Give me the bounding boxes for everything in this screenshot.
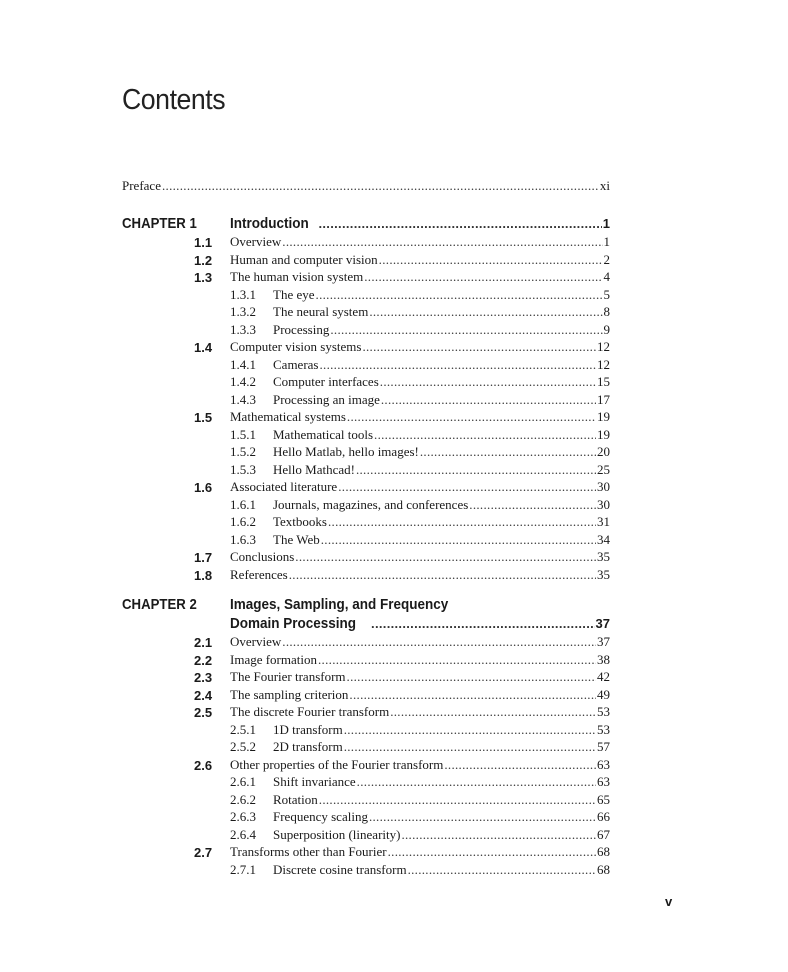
chapter-title-line — [230, 215, 610, 234]
section-number: 2.3 — [194, 670, 213, 685]
toc-section-entry[interactable] — [122, 234, 610, 252]
dot-leader — [379, 252, 603, 268]
chapter-label: CHAPTER 1 — [122, 215, 197, 232]
toc-subsection-entry[interactable] — [122, 862, 610, 880]
subsection-number: 2.6.4 — [230, 826, 256, 842]
entry-body — [230, 497, 610, 513]
toc-section-entry[interactable] — [122, 704, 610, 722]
entry-title: Superposition (linearity) — [273, 826, 401, 842]
entry-body — [230, 532, 610, 548]
entry-title: The sampling criterion — [230, 686, 349, 702]
entry-title: References — [230, 566, 288, 582]
toc-subsection-entry[interactable] — [122, 722, 610, 740]
entry-title: Discrete cosine transform — [273, 861, 407, 877]
page-title: Contents — [122, 84, 226, 116]
entry-body — [230, 374, 610, 390]
entry-body — [230, 339, 610, 355]
entry-body — [230, 862, 610, 878]
entry-title: Computer vision systems — [230, 339, 362, 354]
entry-page: 35 — [597, 549, 610, 564]
dot-leader — [318, 652, 596, 668]
subsection-number: 2.6.3 — [230, 809, 256, 824]
entry-body — [230, 234, 610, 250]
subsection-number: 1.5.2 — [230, 444, 256, 459]
chapter-title-text: Images, Sampling, and Frequency — [230, 596, 449, 613]
section-number: 1.7 — [194, 550, 213, 565]
entry-title: Other properties of the Fourier transform — [230, 756, 444, 772]
toc-subsection-entry[interactable] — [122, 462, 610, 480]
dot-leader — [338, 479, 596, 495]
entry-page: 30 — [597, 496, 610, 512]
entry-title: Rotation — [273, 791, 318, 807]
entry-body — [230, 409, 610, 425]
entry-title: Transforms other than Fourier — [230, 844, 387, 859]
dot-leader — [388, 844, 596, 860]
subsection-number: 2.5.1 — [230, 721, 256, 737]
entry-page: 31 — [597, 514, 610, 529]
toc-subsection-entry[interactable] — [122, 809, 610, 827]
entry-body — [230, 757, 610, 773]
dot-leader — [401, 827, 596, 843]
entry-page: 4 — [603, 269, 610, 284]
entry-title: Overview — [230, 234, 282, 249]
entry-page: 65 — [597, 791, 610, 807]
entry-page: 19 — [597, 426, 610, 442]
dot-leader — [369, 809, 596, 825]
entry-page: 49 — [597, 686, 610, 702]
toc-subsection-entry[interactable] — [122, 514, 610, 532]
dot-leader — [362, 339, 596, 355]
dot-leader — [328, 514, 596, 530]
subsection-number: 1.5.1 — [230, 426, 256, 442]
entry-page: 5 — [603, 286, 610, 302]
section-number: 1.3 — [194, 270, 213, 285]
toc-subsection-entry[interactable] — [122, 827, 610, 845]
chapter-title-line — [230, 596, 610, 615]
entry-title: Human and computer vision — [230, 251, 378, 267]
toc-subsection-entry[interactable] — [122, 374, 610, 392]
chapter-title-line — [230, 615, 610, 634]
entry-title: The eye — [273, 286, 315, 302]
entry-page: 25 — [597, 461, 610, 477]
section-number: 1.6 — [194, 480, 213, 495]
chapter-title — [230, 215, 610, 234]
dot-leader — [371, 616, 594, 631]
entry-title: 1D transform — [273, 721, 343, 737]
entry-body — [230, 827, 610, 843]
entry-body — [230, 462, 610, 478]
section-number: 1.1 — [194, 235, 213, 250]
entry-title: Conclusions — [230, 549, 295, 564]
entry-title: Associated literature — [230, 479, 338, 494]
dot-leader — [347, 409, 596, 425]
section-number: 2.5 — [194, 705, 213, 720]
entry-page: 63 — [597, 756, 610, 772]
dot-leader — [282, 634, 596, 650]
dot-leader — [319, 792, 596, 808]
dot-leader — [349, 687, 596, 703]
entry-page: 53 — [597, 721, 610, 737]
entry-page: 19 — [597, 409, 610, 424]
dot-leader — [295, 549, 596, 565]
entry-title: The human vision system — [230, 269, 364, 284]
dot-leader — [344, 722, 596, 738]
subsection-number: 2.6.1 — [230, 774, 256, 789]
subsection-number: 2.7.1 — [230, 861, 256, 877]
entry-page: 17 — [597, 391, 610, 407]
subsection-number: 1.5.3 — [230, 461, 256, 477]
entry-page: 57 — [597, 739, 610, 754]
toc-section-entry[interactable] — [122, 567, 610, 585]
subsection-number: 2.5.2 — [230, 739, 256, 754]
section-number: 1.2 — [194, 252, 213, 268]
chapter-block — [122, 215, 610, 584]
chapter-page: 1 — [602, 216, 610, 231]
chapter-block — [122, 596, 610, 879]
entry-title: The neural system — [273, 304, 369, 319]
toc-subsection-entry[interactable] — [122, 774, 610, 792]
section-number: 2.6 — [194, 757, 213, 773]
subsection-number: 1.4.2 — [230, 374, 256, 389]
entry-body — [230, 704, 610, 720]
entry-body — [230, 549, 610, 565]
entry-page: 53 — [597, 704, 610, 719]
subsection-number: 1.6.1 — [230, 496, 256, 512]
entry-page: 68 — [597, 844, 610, 859]
entry-page: 37 — [597, 634, 610, 649]
entry-body — [230, 322, 610, 338]
chapter-label: CHAPTER 2 — [122, 596, 197, 613]
entry-page: 68 — [597, 861, 610, 877]
entry-body — [230, 252, 610, 268]
chapter-heading[interactable] — [122, 596, 610, 634]
entry-body — [230, 809, 610, 825]
entry-page: 8 — [603, 304, 610, 319]
dot-leader — [316, 287, 603, 303]
entry-title: Hello Mathcad! — [273, 461, 355, 477]
dot-leader — [318, 216, 601, 231]
section-number: 1.4 — [194, 340, 213, 355]
dot-leader — [356, 462, 596, 478]
toc-section-entry[interactable] — [122, 669, 610, 687]
toc-subsection-entry[interactable] — [122, 304, 610, 322]
entry-page: 35 — [597, 566, 610, 582]
dot-leader — [444, 757, 596, 773]
chapter-page: 37 — [595, 616, 610, 631]
entry-title: The discrete Fourier transform — [230, 704, 390, 719]
chapter-title — [230, 596, 610, 634]
toc-subsection-entry[interactable] — [122, 322, 610, 340]
entry-title: Processing an image — [273, 391, 380, 407]
toc-entry-preface[interactable] — [122, 178, 610, 194]
toc-section-entry[interactable] — [122, 252, 610, 270]
dot-leader — [347, 669, 596, 685]
toc-subsection-entry[interactable] — [122, 497, 610, 515]
subsection-number: 2.6.2 — [230, 791, 256, 807]
subsection-number: 1.6.3 — [230, 531, 256, 547]
dot-leader — [374, 427, 596, 443]
toc-section-entry[interactable] — [122, 549, 610, 567]
toc-section-entry[interactable] — [122, 652, 610, 670]
entry-page: 34 — [597, 531, 610, 547]
section-number: 2.2 — [194, 652, 213, 668]
dot-leader — [469, 497, 596, 513]
entry-page: 66 — [597, 809, 610, 824]
entry-title: The Fourier transform — [230, 669, 346, 684]
chapter-heading[interactable] — [122, 215, 610, 234]
dot-leader — [321, 532, 596, 548]
entry-body — [230, 567, 610, 583]
page-number: v — [665, 894, 673, 909]
toc-subsection-entry[interactable] — [122, 444, 610, 462]
entry-page: 12 — [597, 339, 610, 354]
entry-title: Mathematical systems — [230, 409, 346, 424]
entry-title: Computer interfaces — [273, 374, 379, 389]
entry-title: Frequency scaling — [273, 809, 368, 824]
dot-leader — [420, 444, 596, 460]
entry-title: 2D transform — [273, 739, 343, 754]
subsection-number: 1.3.3 — [230, 321, 256, 337]
entry-page: 63 — [597, 774, 610, 789]
entry-body — [230, 287, 610, 303]
toc-section-entry[interactable] — [122, 339, 610, 357]
toc-section-entry[interactable] — [122, 687, 610, 705]
entry-page: 38 — [597, 651, 610, 667]
entry-title: Overview — [230, 634, 282, 649]
entry-title: Textbooks — [273, 514, 327, 529]
entry-body — [230, 739, 610, 755]
entry-body — [230, 444, 610, 460]
entry-body — [230, 392, 610, 408]
entry-title: Shift invariance — [273, 774, 356, 789]
subsection-number: 1.3.2 — [230, 304, 256, 319]
entry-title: Image formation — [230, 651, 317, 667]
toc-section-entry[interactable] — [122, 757, 610, 775]
dot-leader — [330, 322, 602, 338]
dot-leader — [381, 392, 596, 408]
entry-title: Cameras — [273, 356, 319, 372]
dot-leader — [380, 374, 596, 390]
entry-body — [230, 844, 610, 860]
dot-leader — [390, 704, 596, 720]
entry-body — [230, 792, 610, 808]
entry-body — [230, 304, 610, 320]
dot-leader — [319, 357, 596, 373]
entry-body — [230, 269, 610, 285]
toc-section-entry[interactable] — [122, 409, 610, 427]
toc-subsection-entry[interactable] — [122, 287, 610, 305]
toc-subsection-entry[interactable] — [122, 739, 610, 757]
entry-page: 30 — [597, 479, 610, 494]
entry-body — [230, 669, 610, 685]
section-number: 2.4 — [194, 687, 213, 703]
toc-subsection-entry[interactable] — [122, 427, 610, 445]
toc-subsection-entry[interactable] — [122, 792, 610, 810]
entry-title: Mathematical tools — [273, 426, 374, 442]
dot-leader — [408, 862, 596, 878]
dot-leader — [162, 178, 599, 194]
entry-page: 2 — [603, 251, 610, 267]
dot-leader — [357, 774, 596, 790]
entry-page: 42 — [597, 669, 610, 684]
dot-leader — [364, 269, 602, 285]
toc-subsection-entry[interactable] — [122, 392, 610, 410]
section-number: 1.8 — [194, 567, 213, 583]
dot-leader — [282, 234, 602, 250]
entry-body — [230, 722, 610, 738]
entry-body — [230, 357, 610, 373]
toc-subsection-entry[interactable] — [122, 532, 610, 550]
entry-body — [230, 427, 610, 443]
entry-body — [230, 514, 610, 530]
subsection-number: 1.6.2 — [230, 514, 256, 529]
entry-page: 9 — [603, 321, 610, 337]
preface-label: Preface — [122, 178, 161, 193]
entry-title: Processing — [273, 321, 330, 337]
section-number: 2.1 — [194, 635, 213, 650]
entry-title: Hello Matlab, hello images! — [273, 444, 419, 459]
dot-leader — [289, 567, 596, 583]
subsection-number: 1.4.3 — [230, 391, 256, 407]
entry-page: 15 — [597, 374, 610, 389]
entry-body — [230, 687, 610, 703]
entry-title: The Web — [273, 531, 320, 547]
entry-page: 20 — [597, 444, 610, 459]
entry-body — [230, 652, 610, 668]
entry-page: 67 — [597, 826, 610, 842]
entry-body — [230, 774, 610, 790]
entry-body — [230, 479, 610, 495]
section-number: 2.7 — [194, 845, 213, 860]
subsection-number: 1.3.1 — [230, 286, 256, 302]
toc-section-entry[interactable] — [122, 479, 610, 497]
dot-leader — [344, 739, 596, 755]
toc-section-entry[interactable] — [122, 269, 610, 287]
preface-page: xi — [599, 178, 610, 193]
subsection-number: 1.4.1 — [230, 356, 256, 372]
section-number: 1.5 — [194, 410, 213, 425]
entry-body — [230, 634, 610, 650]
toc-section-entry[interactable] — [122, 634, 610, 652]
chapter-title-text: Domain Processing — [230, 615, 357, 632]
chapter-title-text: Introduction — [230, 215, 309, 232]
entry-page: 12 — [597, 356, 610, 372]
toc-section-entry[interactable] — [122, 844, 610, 862]
entry-title: Journals, magazines, and conferences — [273, 496, 469, 512]
entry-page: 1 — [603, 234, 610, 249]
toc-subsection-entry[interactable] — [122, 357, 610, 375]
dot-leader — [369, 304, 602, 320]
